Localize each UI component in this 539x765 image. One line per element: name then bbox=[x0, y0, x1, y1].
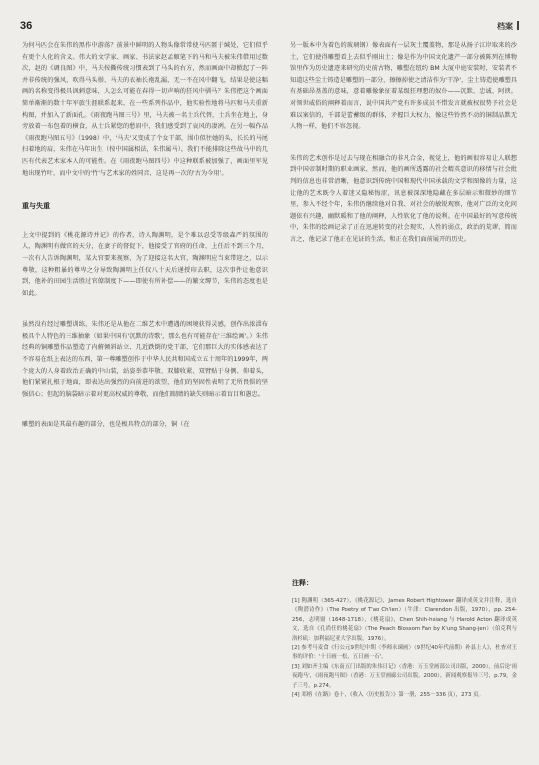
body-paragraph: 朱伟的艺术创作是过去与现在相融合的非凡合金，视觉上，他的画很容易让人联想到中国帝制时期的职业画家，然而，他的画所透露的社会精英意识的移情与社会批判的信息也非常清晰，他意识到传统中国和现代中国承载的文学和图像的力量，这让他的艺术既令人着迷又隐秘悔涩，讯息被深深地隐藏在多层暗示和微妙的细节里，参入不经个年，朱伟仍继续他对自我、对社会的敏锐观察，他对广泛的文化问题依有兴趣，幽默暖和了他的阐释，人性软化了他的说利。在中国最好的写意传统中，朱伟的绘画记录了正在迅速转变的社会现实，人性的弱点，政治的荒谬，简而言之，他记录了他正在见证的生活，和正在我们面前展开的历史。 bbox=[290, 154, 517, 243]
body-paragraph: 另一版本中为着色的玻璃钢）像表面有一层灰土覆盖物，那是从扬子江岸取来的沙土，它们使得雕塑看上去似乎刚出土；像是作为中国文化遗产一部分被陈列在博物馆里作为历史遗迹来研究的史前古物，雕塑在纽约 BM 大厦中庭安装时，安装者不知道这些尘土铸造是雕塑的一部分，擦擦掉使之清洁作为'干净'，尘土铸造使雕塑具有基础昂基盖的意味，意着雕像象征着某级狂理想的奴仆——沉默、忠诚、阿谀。对领世威俗的阐释着而言，说中国共产党有许多成员不惜发言就被权很势予社会是难以案信的，千部是蕾蓄级的群体，矛握巨大权力，像这些铃然不动的铜制品默无人物一样，他们不容忽视。 bbox=[290, 42, 517, 131]
body-paragraph: 上文中提到的《桃花源诗并记》的作者，诗人陶渊明，是个难以忍受等级森严的氛围的人，陶渊明有做官的天分，在妻子的督促下，他接受了官府的任命，上任后不到三个月，一次有人告诉陶渊明，某大官要来视察，为了迎接这名大官，陶渊明应当束带迎之，以示尊敬，这种粗暴的尊卑之分导致陶渊明上任仅八十天后递授印去职，这次事件让他意识到，他补的田园生活胜过官僚制度下——即使有所补偿——的繁文缛节，朱伟的态度也是如此。 bbox=[22, 231, 268, 297]
page-number: 36 bbox=[20, 20, 33, 32]
right-column bbox=[290, 40, 517, 246]
body-paragraph: 为何马匹会在朱伟的黑作中游荡？前景中鲜明的人物头像常常使马匹匿于缄处，它们似乎有更个人化的含义。伟大的文学家、画家、书法家赵孟頫笔下的马和马夫被朱伟借用过数次，赵的《调良图》中，马夫按撕传统习惯表到了马头的右方，然而画面中却掀起了一阵并非传统的强风，吹得马头鬃、马夫的衣袖长袍乱漏，无一不在风中翻飞，结果是使这幅画的名称变得极具讽刺意味，人怎么可能在春得一切声响的狂风中驯马？朱伟把这个画面简单渐渐的数十年军旅生涯联系起来，在一些系列作品中，他实验性地将马匹和马夫重新构图，并加入了新面孔。《雨夜跑马图三号》里，马夫被一名士兵代替，士兵坐在地上，身旁放着一布包着的横食，从士兵紧惚的愁眉中，我们感受到了哀风的凄冽。在另一幅作品《雨夜跑马图五号》（1998）中，'马夫'又变成了个女干部，围巾似往她的头，长长的马尾扫着地的肩，朱伟在马年出生（按中国属相法，朱伟属马），我们不能排除这些故马中的几匹有代表艺术家本人的可能性。在《雨夜跑马图四号》中这种联系被加强了，画面里军见地出现竹叶，而中文中的'竹'与艺术家的姓同音，这是再一次的'古为今用'。 bbox=[22, 42, 268, 177]
notes-list bbox=[292, 597, 517, 700]
notes-title: 注释： bbox=[292, 579, 313, 587]
section-heading: 重与失重 bbox=[22, 202, 51, 211]
note-item: [3] 刘如齐主编《东南五门出版的朱伟日记》（香港：万玉堂画部公司出版，2000），前后论'雨夜跑马'，《雨夜跑马图》（香港：万玉堂画廊公司出版，2000），新闻观察报导三号，p.79，金子三号，p.274。 bbox=[292, 663, 517, 689]
running-head: 档案 bbox=[497, 22, 513, 31]
body-paragraph: 雕塑的表面是其最有趣的部分，也是极具特点的部分，铜（在 bbox=[22, 421, 190, 429]
left-column bbox=[22, 40, 268, 431]
note-item: [4] 邓榕《在路》卷十，《收入〈历史报告〉》第一册，255－336 页），273 页。 bbox=[292, 692, 484, 699]
note-item: [2] 参考马麦食《行公元9世纪中期〈李师永谏画〉（9世纪40年代前期）补县上人》，杜查对王事的评价：'十日画一松，五日画一石'。 bbox=[292, 645, 517, 661]
body-paragraph: 虽然没有经过雕塑训练，朱伟还是从他在二维艺术中遭遇的困境获得灵感，创作出浓淄布极具个人特色的三维抽象（如果中国有'沉默的诗歌'，那么也有可能存在'三维绘画'。）朱伟经典的铜雕塑作品塑造了内俯倾斜站立、几近跌倒的党干部，它们那巨大的实体感表达了不容易在纸上表达的东西，第一尊雕塑创作于中华人民共和国成立五十周年的1999年，两个庞大的人身着政治正确的中山装，站姿举恭毕敬、双膝收紧、双臂贴于身侧、仰着头，他们紧紧扎根于地面，即表达出强烈的向前进的欲望，他们的坚固性表明了无所畏惧的坚强信心；但起的脑袋暗示着对更高权威的尊敬，而他们眼睛的缺失则暗示着盲目和愚忠。 bbox=[22, 321, 268, 398]
note-item: [1] 陶渊明（365-427），《桃花源记》，James Robert Hightower 翻译成英文并注释，选自《陶潜诗作》（The Poetry of T'ao Ch'ien）（牛津：Clarendon 出版，1970），pp. 254-256，志明窗（1648-1718），《桃花扇》，Chen Shih-hsiang 与 Harold Acton 翻译成英文，选自《孔尚任的桃花扇》（The Peach Blossom Fan by K'ung Shang-jen）（伯克利与洛杉矶：加利福尼亚大学出版，1976）。 bbox=[292, 598, 517, 642]
running-head-bar bbox=[517, 21, 519, 30]
